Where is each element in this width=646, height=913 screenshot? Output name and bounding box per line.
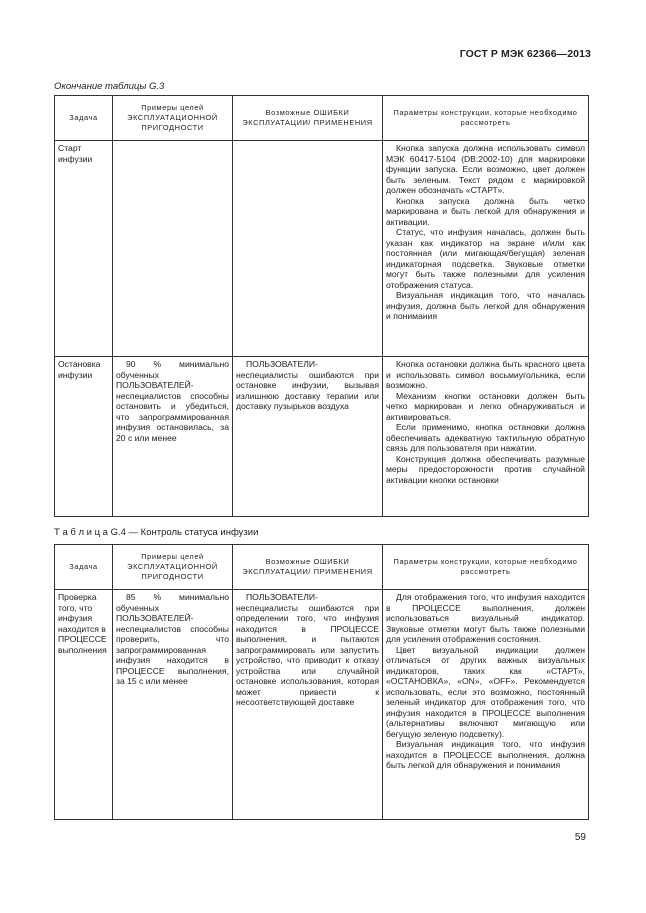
goal-text: 85 % минимально обученных ПОЛЬЗОВАТЕЛЕЙ-неспециалистов способны проверить, что запрограммированная инфузия находится в ПРОЦЕССЕ выполнения, за 15 с или менее (116, 592, 229, 686)
cell-task: Остановка инфузии (55, 357, 113, 517)
param-paragraph: Визуальная индикация того, что началась инфузия, должна быть легкой для обнаружения и понимания (386, 290, 585, 321)
table-header-row (55, 545, 589, 590)
col-header-goals: Примеры целей ЭКСПЛУАТАЦИОННОЙ ПРИГОДНОСТИ (113, 545, 233, 590)
col-header-task: Задача (55, 545, 113, 590)
table-row (55, 590, 589, 820)
cell-params (383, 141, 589, 357)
cell-goal (113, 357, 233, 517)
col-header-errors: Возможные ОШИБКИ ЭКСПЛУАТАЦИИ/ ПРИМЕНЕНИЯ (233, 545, 383, 590)
cell-params (383, 357, 589, 517)
table-g3-end (54, 95, 589, 517)
param-paragraph: Конструкция должна обеспечивать разумные меры предосторожности против случайной активации кнопки остановки (386, 453, 585, 485)
cell-error (233, 357, 383, 517)
table2-caption: Т а б л и ц а G.4 — Контроль статуса инфузии (54, 527, 259, 538)
param-paragraph: Визуальная индикация того, что инфузия находится в ПРОЦЕССЕ выполнения, должна быть легкой для обнаружения и понимания (386, 739, 585, 770)
table1-caption: Окончание таблицы G.3 (54, 81, 165, 92)
param-paragraph: Для отображения того, что инфузия находится в ПРОЦЕССЕ выполнения, должен использоваться визуальный индикатор. Звуковые отметки могут быть также полезными для усиления отображения состояния. (386, 592, 585, 644)
cell-task: Старт инфузии (55, 141, 113, 357)
cell-params (383, 590, 589, 820)
col-header-task: Задача (55, 96, 113, 141)
param-paragraph: Механизм кнопки остановки должен быть четко маркирован и легко обнаруживаться и активироваться. (386, 390, 585, 422)
col-header-goals: Примеры целей ЭКСПЛУАТАЦИОННОЙ ПРИГОДНОСТИ (113, 96, 233, 141)
col-header-params: Параметры конструкции, которые необходимо рассмотреть (383, 545, 589, 590)
goal-text: 90 % минимально обученных ПОЛЬЗОВАТЕЛЕЙ-неспециалистов способны остановить и убедиться, что запрограммированная инфузия остановилась, за 20 с или менее (116, 359, 229, 443)
error-text: ПОЛЬЗОВАТЕЛИ-неспециалисты ошибаются при определении того, что инфузия находится в ПРОЦЕССЕ выполнения, и пытаются запрограммировать или запустить устройство, что приводит к отказу устройства или случайной остановке использования, которая может привести к несоответствующей доставке (236, 592, 379, 707)
col-header-errors: Возможные ОШИБКИ ЭКСПЛУАТАЦИИ/ ПРИМЕНЕНИЯ (233, 96, 383, 141)
param-paragraph: Если применимо, кнопка остановки должна обеспечивать адекватную тактильную обратную связь для пользователя при нажатии. (386, 422, 585, 453)
param-paragraph: Кнопка запуска должна использовать символ МЭК 60417-5104 (DB:2002-10) для маркировки функции запуска. Если возможно, цвет должен быть зеленым. Текст рядом с маркировкой должен обозначать «СТАРТ». (386, 143, 585, 195)
cell-task: Проверка того, что инфузия находится в ПРОЦЕССЕ выполнения (55, 590, 113, 820)
col-header-params: Параметры конструкции, которые необходимо рассмотреть (383, 96, 589, 141)
param-paragraph: Цвет визуальной индикации должен отличаться от других важных визуальных индикаторов, таких как «СТАРТ», «ОСТАНОВКА», «ON», «OFF». Рекомендуется использовать, если это возможно, постоянный зеленый индикатор для отображения того, что инфузия находится в ПРОЦЕССЕ выполнения (альтернативы включают мигающую или бегущую зеленую подсветку). (386, 644, 585, 739)
cell-goal (113, 590, 233, 820)
param-paragraph: Кнопка запуска должна быть четко маркирована и быть легкой для обнаружения и активации. (386, 195, 585, 227)
cell-error (233, 590, 383, 820)
param-paragraph: Кнопка остановки должна быть красного цвета и использовать символ восьмиугольника, если возможно. (386, 359, 585, 390)
standard-designation: ГОСТ Р МЭК 62366—2013 (459, 48, 591, 60)
table-header-row (55, 96, 589, 141)
error-text: ПОЛЬЗОВАТЕЛИ-неспециалисты ошибаются при остановке инфузии, вызывая излишнюю доставку терапии или доставку пузырьков воздуха (236, 359, 379, 411)
table-row (55, 357, 589, 517)
cell-goal (113, 141, 233, 357)
page-number: 59 (574, 832, 586, 843)
table-row (55, 141, 589, 357)
table-g4 (54, 544, 589, 820)
param-paragraph: Статус, что инфузия началась, должен быть указан как индикатор на экране и/или как постоянная (или мигающая/бегущая) зеленая индикаторная подсветка. Звуковые отметки могут быть также полезными для усиления отображения статуса. (386, 227, 585, 290)
cell-error (233, 141, 383, 357)
